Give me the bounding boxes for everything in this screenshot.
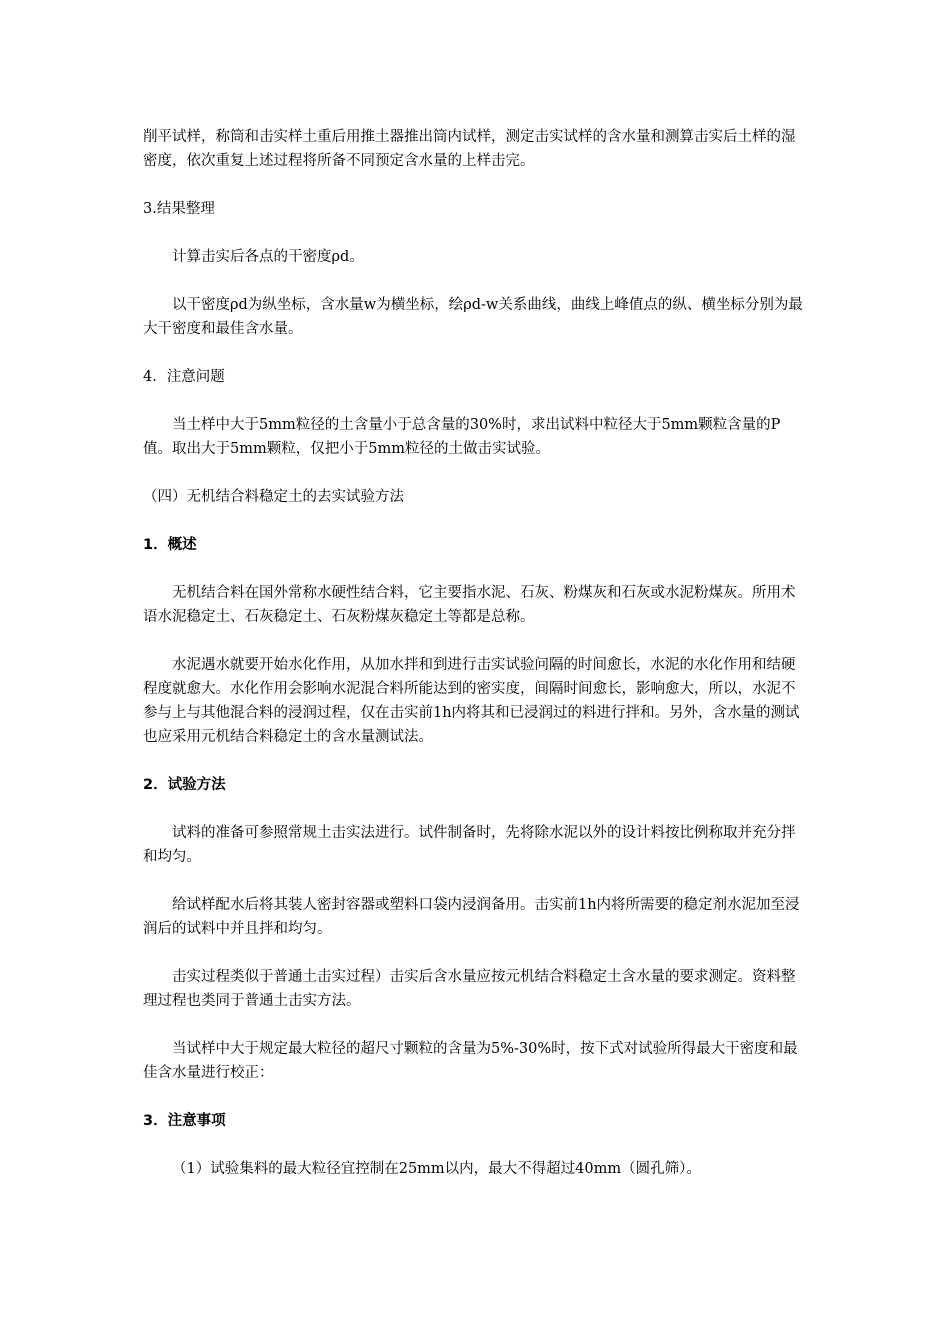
heading-test-method: 2．试验方法 — [143, 777, 226, 793]
paragraph-sample-preparation: 试料的准备可参照常规土击实法进行。试件制备时，先将除水泥以外的设计料按比例称取并充分拌和均匀。 — [143, 825, 796, 865]
paragraph-dry-density: 计算击实后各点的干密度ρd。 — [172, 249, 364, 265]
heading-overview: 1．概述 — [143, 537, 197, 553]
paragraph-oversize-particles: 当土样中大于5mm粒径的土含量小于总含量的30%时，求出试料中粒径大于5mm颗粒含量的P值。取出大于5mm颗粒，仅把小于5mm粒径的土做击实试验。 — [143, 417, 781, 457]
heading-result-processing: 3.结果整理 — [143, 201, 215, 217]
paragraph-binder-definition: 无机结合料在国外常称水硬性结合料，它主要指水泥、石灰、粉煤灰和石灰或水泥粉煤灰。所用术语水泥稳定土、石灰稳定土、石灰粉煤灰稳定土等都是总称。 — [143, 585, 796, 625]
paragraph-correction: 当试样中大于规定最大粒径的超尺寸颗粒的含量为5%-30%时，按下式对试验所得最大干密度和最佳含水量进行校正： — [143, 1041, 798, 1081]
paragraph-density-curve: 以干密度ρd为纵坐标，含水量w为横坐标，绘ρd-w关系曲线，曲线上峰值点的纵、横坐标分别为最大干密度和最佳含水量。 — [143, 297, 803, 337]
paragraph-water-and-cement: 给试样配水后将其装人密封容器或塑料口袋内浸润备用。击实前1h内将所需要的稳定剂水泥加至浸润后的试料中并且拌和均匀。 — [143, 897, 800, 937]
heading-notes: 4．注意问题 — [143, 369, 225, 385]
paragraph-compaction-procedure: 削平试样，称筒和击实样土重后用推土器推出筒内试样，测定击实试样的含水量和测算击实后土样的湿密度，依次重复上述过程将所备不同预定含水量的上样击完。 — [143, 129, 796, 169]
heading-precautions: 3．注意事项 — [143, 1113, 226, 1129]
paragraph-cement-hydration: 水泥遇水就要开始水化作用，从加水拌和到进行击实试验问隔的时间愈长，水泥的水化作用和结硬程度就愈大。水化作用会影响水泥混合料所能达到的密实度，间隔时间愈长，影响愈大，所以，水泥不参与上与其他混合料的浸润过程，仅在击实前1h内将其和已浸润过的料进行拌和。另外，含水量的测试也应采用元机结合料稳定土的含水量测试法。 — [143, 657, 800, 745]
paragraph-max-particle-size: （1）试验集料的最大粒径宜控制在25mm以内，最大不得超过40mm（圆孔筛）。 — [172, 1161, 701, 1177]
heading-section-four: （四）无机结合料稳定土的去实试验方法 — [143, 489, 404, 505]
paragraph-compaction-process: 击实过程类似于普通土击实过程）击实后含水量应按元机结合料稳定土含水量的要求测定。资料整理过程也类同于普通土击实方法。 — [143, 969, 796, 1009]
